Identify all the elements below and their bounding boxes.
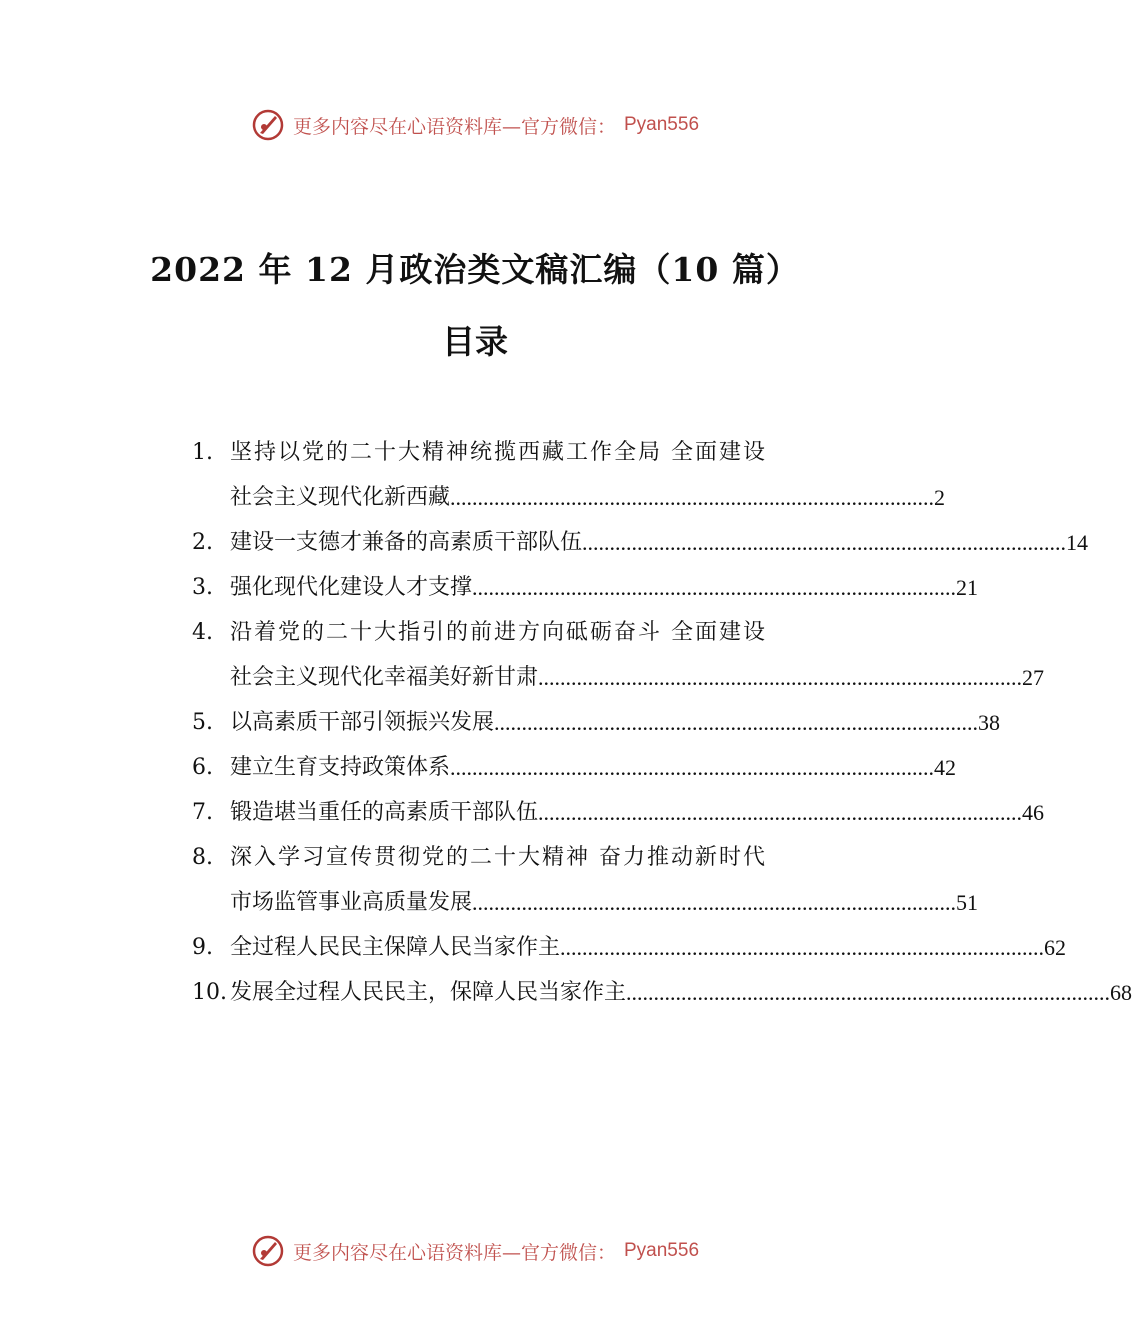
toc-entry-title-line1: 深入学习宣传贯彻党的二十大精神 奋力推动新时代 xyxy=(230,845,767,870)
toc-entry-number: 1. xyxy=(192,440,213,465)
toc-entry-1[interactable] xyxy=(192,430,946,520)
toc-entry-3[interactable] xyxy=(192,565,979,610)
footer-banner xyxy=(0,1234,950,1268)
dot-leader: ........................................................................................ xyxy=(538,800,1023,825)
toc-entry-title: 社会主义现代化幸福美好新甘肃 xyxy=(230,665,539,690)
toc-entry-9[interactable] xyxy=(192,925,1067,970)
toc-entry-5[interactable] xyxy=(192,700,1001,745)
dot-leader: ........................................................................................ xyxy=(582,530,1067,555)
quill-pen-logo-icon xyxy=(251,108,285,142)
dot-leader: ........................................................................................ xyxy=(626,980,1111,1005)
banner-text: 更多内容尽在心语资料库—官方微信： xyxy=(292,115,616,138)
toc-entry-number: 5. xyxy=(192,710,213,735)
toc-entry-number: 9. xyxy=(192,935,213,960)
toc-entry-page: 38 xyxy=(978,710,1001,735)
table-of-contents xyxy=(192,430,1132,1015)
toc-entry-title: 建设一支德才兼备的高素质干部队伍 xyxy=(230,530,583,555)
toc-entry-page: 14 xyxy=(1066,530,1089,555)
toc-entry-number: 3. xyxy=(192,575,213,600)
toc-entry-6[interactable] xyxy=(192,745,957,790)
toc-entry-page: 42 xyxy=(934,755,957,780)
toc-entry-title: 社会主义现代化新西藏 xyxy=(230,485,451,510)
toc-entry-title: 市场监管事业高质量发展 xyxy=(230,890,473,915)
dot-leader: ........................................................................................ xyxy=(450,485,935,510)
dot-leader: ........................................................................................ xyxy=(450,755,935,780)
toc-entry-2[interactable] xyxy=(192,520,1089,565)
toc-entry-page: 46 xyxy=(1022,800,1045,825)
toc-entry-number: 8. xyxy=(192,845,213,870)
toc-entry-title: 以高素质干部引领振兴发展 xyxy=(230,710,495,735)
banner-text: 更多内容尽在心语资料库—官方微信： xyxy=(292,1241,616,1264)
dot-leader: ........................................................................................ xyxy=(560,935,1045,960)
wechat-id: Pyan556 xyxy=(624,114,700,135)
header-banner xyxy=(0,108,950,142)
toc-entry-number: 7. xyxy=(192,800,213,825)
toc-entry-title-line1: 坚持以党的二十大精神统揽西藏工作全局 全面建设 xyxy=(230,440,767,465)
toc-entry-title-line1: 沿着党的二十大指引的前进方向砥砺奋斗 全面建设 xyxy=(230,620,767,645)
toc-entry-title: 发展全过程人民民主，保障人民当家作主 xyxy=(230,980,627,1005)
toc-heading: 目录 xyxy=(442,322,508,361)
toc-entry-number: 2. xyxy=(192,530,213,555)
wechat-id: Pyan556 xyxy=(624,1240,700,1261)
toc-entry-10[interactable] xyxy=(192,970,1132,1015)
toc-entry-number: 6. xyxy=(192,755,213,780)
toc-entry-page: 21 xyxy=(956,575,979,600)
toc-entry-number: 10. xyxy=(192,980,227,1005)
toc-entry-7[interactable] xyxy=(192,790,1045,835)
document-title: 2022 年 12 月政治类文稿汇编（10 篇） xyxy=(150,250,800,289)
toc-entry-title: 强化现代化建设人才支撑 xyxy=(230,575,473,600)
toc-entry-4[interactable] xyxy=(192,610,1045,700)
dot-leader: ........................................................................................ xyxy=(494,710,979,735)
dot-leader: ........................................................................................ xyxy=(472,890,957,915)
toc-entry-8[interactable] xyxy=(192,835,979,925)
dot-leader: ........................................................................................ xyxy=(472,575,957,600)
toc-entry-number: 4. xyxy=(192,620,213,645)
toc-entry-page: 68 xyxy=(1110,980,1132,1005)
toc-entry-page: 2 xyxy=(934,485,946,510)
toc-entry-page: 27 xyxy=(1022,665,1045,690)
quill-pen-logo-icon xyxy=(251,1234,285,1268)
toc-entry-title: 锻造堪当重任的高素质干部队伍 xyxy=(230,800,539,825)
toc-entry-page: 62 xyxy=(1044,935,1067,960)
toc-entry-title: 建立生育支持政策体系 xyxy=(230,755,451,780)
toc-entry-page: 51 xyxy=(956,890,979,915)
toc-entry-title: 全过程人民民主保障人民当家作主 xyxy=(230,935,561,960)
dot-leader: ........................................................................................ xyxy=(538,665,1023,690)
